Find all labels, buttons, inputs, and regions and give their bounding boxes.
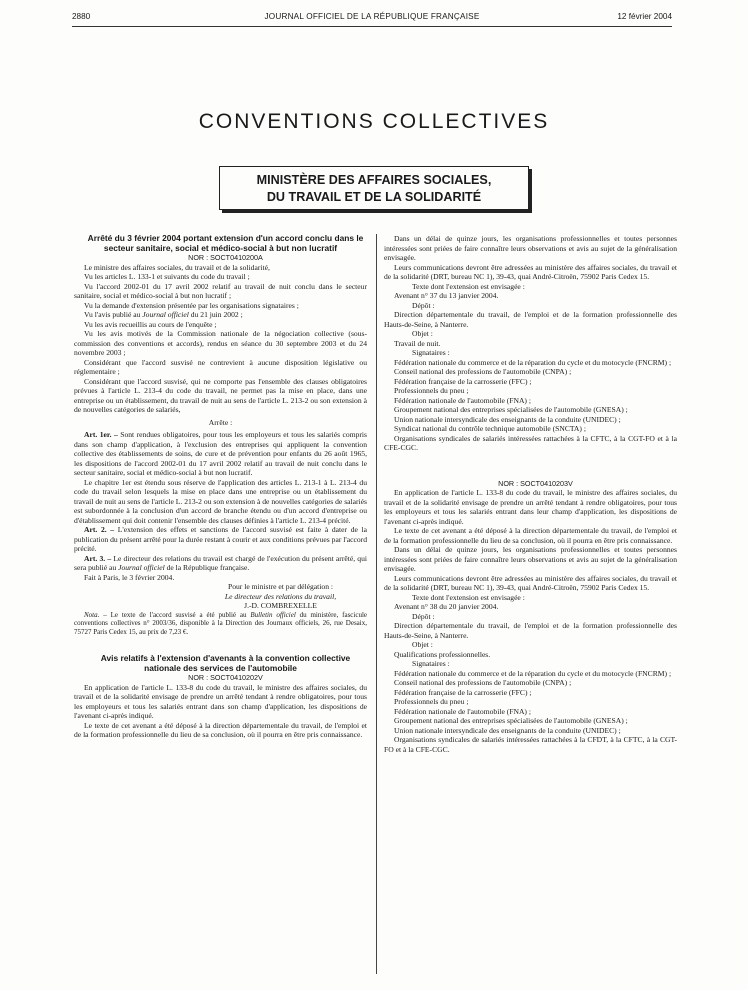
paragraph: Vu l'accord 2002-01 du 17 avril 2002 relatif au travail de nuit conclu dans le secteur sanitaire, social et médico-social à but non lucratif ;	[74, 281, 367, 301]
signature-line-1: Pour le ministre et par délégation :	[227, 582, 334, 592]
ministry-box	[219, 166, 529, 210]
signature-name: J.-D. COMBREXELLE	[244, 601, 317, 611]
paragraph: Direction départementale du travail, de l'emploi et de la formation professionnelle des Hauts-de-Seine, à Nanterre.	[384, 310, 677, 329]
paragraph: Vu l'avis publié au Journal officiel du 21 juin 2002 ;	[84, 310, 243, 320]
label: Objet :	[412, 329, 433, 338]
avis-nor: NOR : SOCT0410202V	[188, 673, 263, 683]
signatory: Conseil national des professions de l'automobile (CNPA) ;	[394, 367, 572, 376]
issue-date: 12 février 2004	[617, 12, 672, 21]
paragraph: Direction départementale du travail, de l'emploi et de la formation professionnelle des Hauts-de-Seine, à Nanterre.	[384, 621, 677, 640]
right-column	[384, 234, 677, 754]
left-column	[74, 234, 367, 740]
signatory: Union nationale intersyndicale des enseignants de la conduite (UNIDEC) ;	[394, 725, 621, 735]
column-divider	[376, 234, 377, 974]
signatory: Organisations syndicales de salariés intéressées rattachées à la CFDT, à la CFTC, à la CGT-FO et à la CFE-CGC.	[384, 735, 677, 754]
article-3: Art. 3. – Le directeur des relations du travail est chargé de l'exécution du présent arrêté, qui sera publié au Journal officiel de la République française.	[74, 553, 367, 573]
paragraph: Vu les articles L. 133-1 et suivants du code du travail ;	[84, 272, 250, 282]
paragraph: En application de l'article L. 133-8 du code du travail, le ministre des affaires sociales, du travail et de la solidarité envisage de prendre un arrêté tendant à rendre obligatoires, pour tous les employeurs et tous les salariés entrant dans leur champ d'application, les dispositions de l'avenant ci-après indiqué.	[384, 488, 677, 526]
paragraph: Avenant n° 37 du 13 janvier 2004.	[394, 291, 499, 300]
signatory: Fédération française de la carrosserie (FFC) ;	[394, 376, 532, 386]
paragraph: Vu les avis motivés de la Commission nationale de la négociation collective (sous-commission des conventions et accords), rendus en séance du 30 septembre 2003 et du 24 novembre 2003 ;	[74, 329, 367, 358]
signatory: Groupement national des entreprises spécialisées de l'automobile (GNESA) ;	[394, 405, 628, 414]
arrete-title: Arrêté du 3 février 2004 portant extension d'un accord conclu dans le secteur sanitaire, social et médico-social à but non lucratif	[87, 233, 364, 253]
paragraph: Travail de nuit.	[394, 338, 441, 348]
paragraph: Dans un délai de quinze jours, les organisations professionnelles et toutes personnes intéressées sont priées de faire connaître leurs observations et avis au sujet de la généralisation envisagée.	[384, 234, 677, 262]
journal-title: JOURNAL OFFICIEL DE LA RÉPUBLIQUE FRANÇAISE	[264, 12, 480, 21]
paragraph: Le texte de cet avenant a été déposé à la direction départementale du travail, de l'emploi et de la formation professionnelle du lieu de sa conclusion, où il pourra en être pris connaissance.	[74, 720, 367, 740]
label: Signataires :	[412, 348, 450, 357]
signatory: Union nationale intersyndicale des enseignants de la conduite (UNIDEC) ;	[394, 414, 621, 424]
arrete-nor: NOR : SOCT0410200A	[188, 253, 263, 263]
signature-line-2: Le directeur des relations du travail,	[224, 591, 337, 601]
paragraph: Vu la demande d'extension présentée par les organisations signataires ;	[84, 300, 299, 310]
second-nor: NOR : SOCT0410203V	[498, 478, 573, 488]
paragraph: Le chapitre 1er est étendu sous réserve de l'application des articles L. 213-1 à L. 213-4 du code du travail selon lesquels la mise en place dans une entreprise ou un établissement du travail de nuit au sens de l'article L. 213-2 ou son extension à de nouvelles catégories de salariés est subordonnée à la conclusion d'un accord de branche étendu ou d'un accord d'entreprise ou d'établissement qui doit contenir l'ensemble des clauses définies à l'article L. 213-4 précité.	[74, 477, 367, 525]
signatory: Syndicat national du contrôle technique automobile (SNCTA) ;	[394, 424, 586, 433]
paragraph: Qualifications professionnelles.	[394, 649, 491, 659]
paragraph: Le texte de cet avenant a été déposé à la direction départementale du travail, de l'emploi et de la formation professionnelle du lieu de sa conclusion, où il pourra en être pris connaissance.	[384, 526, 677, 545]
section-title: CONVENTIONS COLLECTIVES	[198, 110, 550, 133]
signatory: Professionnels du pneu ;	[394, 386, 469, 395]
signatory: Conseil national des professions de l'automobile (CNPA) ;	[394, 678, 572, 687]
label: Texte dont l'extension est envisagée :	[412, 592, 525, 602]
label: Objet :	[412, 640, 433, 649]
signatory: Fédération nationale du commerce et de la réparation du cycle et du motocycle (FNCRM) ;	[394, 357, 672, 367]
ministry-line-2: DU TRAVAIL ET DE LA SOLIDARITÉ	[266, 190, 482, 204]
avis-title: Avis relatifs à l'extension d'avenants à la convention collective nationale des services de l'automobile	[100, 653, 351, 673]
header-rule	[72, 26, 672, 27]
signatory: Fédération nationale de l'automobile (FNA) ;	[394, 395, 531, 405]
paragraph: Le ministre des affaires sociales, du travail et de la solidarité,	[84, 262, 270, 272]
paragraph: Considérant que l'accord susvisé ne contrevient à aucune disposition législative ou réglementaire ;	[74, 357, 367, 377]
article-2: Art. 2. – L'extension des effets et sanctions de l'accord susvisé est faite à dater de la publication du présent arrêté pour la durée restant à courir et aux conditions prévues par l'accord précité.	[74, 525, 368, 554]
page-header	[72, 12, 672, 24]
signatory: Fédération nationale du commerce et de la réparation du cycle et du motocycle (FNCRM) ;	[394, 668, 672, 678]
paragraph: Avenant n° 38 du 20 janvier 2004.	[394, 602, 499, 611]
paragraph: Considérant que l'accord susvisé, qui ne comporte pas l'ensemble des clauses obligatoires prévues à l'article L. 213-4 du code du travail, ne permet pas la mise en place, dans une entreprise ou un établissement, du travail de nuit au sens de l'article L. 213-2 ou son extension à de nouvelles catégories de salariés,	[74, 376, 367, 415]
label: Dépôt :	[412, 611, 435, 621]
signatory: Organisations syndicales de salariés intéressées rattachées à la CFTC, à la CGT-FO et à la CFE-CGC.	[384, 433, 677, 452]
article-1: Art. 1er. – Sont rendues obligatoires, pour tous les employeurs et tous les salariés compris dans son champ d'application, à l'exclusion des entreprises qui appliquent la convention collective des établissements de soins, de cure et de prévention pour enfants du 26 août 1965, les dispositions de l'accord 2002-01 du 17 avril 2002 relatif au travail de nuit conclu dans le secteur sanitaire, social et médico-social à but non lucratif.	[74, 430, 367, 478]
signatory: Groupement national des entreprises spécialisées de l'automobile (GNESA) ;	[394, 716, 628, 725]
paragraph: En application de l'article L. 133-8 du code du travail, le ministre des affaires sociales, du travail et de la solidarité envisage de prendre un arrêté tendant à rendre obligatoires, pour tous les employeurs et tous les salariés entrant dans son champ d'application, les dispositions de l'avenant ci-après indiqué.	[74, 682, 367, 721]
nota: Nota. – Le texte de l'accord susvisé a été publié au Bulletin officiel du ministère, fascicule conventions collectives n° 2003/36, disponible à la Direction des Journaux officiels, 26, rue Desaix, 75727 Paris Cedex 15, au prix de 7,23 €.	[74, 610, 368, 636]
label: Dépôt :	[412, 300, 435, 310]
paragraph: Dans un délai de quinze jours, les organisations professionnelles et toutes personnes intéressées sont priées de faire connaître leurs observations et avis au sujet de la généralisation envisagée.	[384, 545, 677, 573]
signatory: Fédération nationale de l'automobile (FNA) ;	[394, 706, 531, 716]
signatory: Fédération française de la carrosserie (FFC) ;	[394, 687, 532, 697]
paragraph: Vu les avis recueillis au cours de l'enquête ;	[84, 319, 217, 329]
signatory: Professionnels du pneu ;	[394, 697, 469, 706]
paragraph: Leurs communications devront être adressées au ministère des affaires sociales, du travail et de la solidarité (DRT, bureau NC 1), 39-43, quai André-Citroën, 75902 Paris Cedex 15.	[384, 573, 677, 592]
fait-date: Fait à Paris, le 3 février 2004.	[84, 572, 175, 582]
page-number: 2880	[72, 12, 91, 21]
label: Signataires :	[412, 659, 450, 668]
arrete-heading: Arrête :	[208, 417, 233, 427]
label: Texte dont l'extension est envisagée :	[412, 281, 525, 291]
ministry-line-1: MINISTÈRE DES AFFAIRES SOCIALES,	[256, 173, 492, 187]
paragraph: Leurs communications devront être adressées au ministère des affaires sociales, du travail et de la solidarité (DRT, bureau NC 1), 39-43, quai André-Citroën, 75902 Paris Cedex 15.	[384, 262, 677, 281]
